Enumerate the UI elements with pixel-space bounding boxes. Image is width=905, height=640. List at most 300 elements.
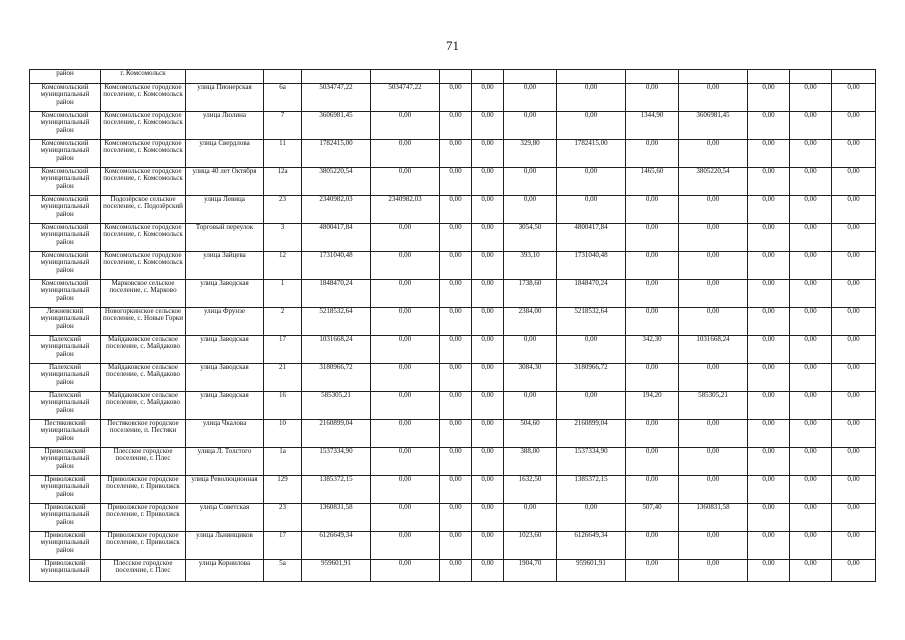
cost-cell: 1848470,24 — [557, 280, 626, 308]
settlement-cell: Комсомольское городское поселение, г. Комсомольск — [101, 252, 186, 280]
area-cell: 1632,50 — [504, 476, 557, 504]
settlement-cell: Пестяковское городское поселение, п. Пестяки — [101, 420, 186, 448]
cost-cell: 0,00 — [790, 364, 832, 392]
area-cell: 504,60 — [504, 420, 557, 448]
cost-cell: 0,00 — [679, 532, 748, 560]
house-number-cell: 2 — [264, 308, 302, 336]
cost-cell: 0,00 — [679, 476, 748, 504]
house-number-cell: 21 — [264, 364, 302, 392]
cost-cell: 0,00 — [679, 364, 748, 392]
cost-cell: 0,00 — [371, 560, 440, 582]
cost-cell: 0,00 — [371, 224, 440, 252]
cost-cell: 0,00 — [472, 308, 504, 336]
table-row — [30, 308, 876, 336]
settlement-cell: Майдаковское сельское поселение, с. Майдаково — [101, 392, 186, 420]
house-number-cell: 1а — [264, 448, 302, 476]
table-row — [30, 560, 876, 582]
district-cell: Комсомольский муниципальный район — [30, 280, 101, 308]
cost-cell: 3606981,45 — [679, 112, 748, 140]
total-cost-cell: 5034747,22 — [302, 84, 371, 112]
cost-cell: 0,00 — [557, 504, 626, 532]
table-row — [30, 336, 876, 364]
cost-cell: 0,00 — [790, 140, 832, 168]
district-cell: Приволжский муниципальный район — [30, 476, 101, 504]
area-cell: 0,00 — [504, 112, 557, 140]
cost-cell: 0,00 — [832, 252, 876, 280]
cost-cell: 585305,21 — [679, 392, 748, 420]
cost-cell: 0,00 — [790, 168, 832, 196]
cost-cell: 0,00 — [832, 308, 876, 336]
area-cell: 0,00 — [626, 308, 679, 336]
cost-cell: 0,00 — [440, 112, 472, 140]
cost-cell: 0,00 — [790, 336, 832, 364]
cost-cell: 0,00 — [748, 196, 790, 224]
street-cell: улица Заводская — [186, 280, 264, 308]
total-cost-cell: 585305,21 — [302, 392, 371, 420]
cost-cell: 0,00 — [832, 476, 876, 504]
district-cell: Приволжский муниципальный район — [30, 504, 101, 532]
cost-cell: 3805220,54 — [679, 168, 748, 196]
house-number-cell: 23 — [264, 504, 302, 532]
area-cell: 0,00 — [626, 364, 679, 392]
cost-cell: 0,00 — [440, 420, 472, 448]
table-cell — [832, 70, 876, 84]
settlement-cell: Приволжское городское поселение, г. Приволжск — [101, 532, 186, 560]
table-row — [30, 70, 876, 84]
total-cost-cell: 4800417,84 — [302, 224, 371, 252]
settlement-cell: Комсомольское городское поселение, г. Комсомольск — [101, 140, 186, 168]
cost-cell: 0,00 — [679, 140, 748, 168]
area-cell: 0,00 — [626, 196, 679, 224]
cost-cell: 0,00 — [440, 252, 472, 280]
cost-cell: 0,00 — [472, 112, 504, 140]
district-cell: Комсомольский муниципальный район — [30, 224, 101, 252]
settlement-cell: Комсомольское городское поселение, г. Комсомольск — [101, 112, 186, 140]
house-number-cell: 17 — [264, 336, 302, 364]
cost-cell: 0,00 — [371, 140, 440, 168]
cost-cell: 0,00 — [440, 308, 472, 336]
table-row — [30, 84, 876, 112]
table-row — [30, 224, 876, 252]
street-cell: улица Заводская — [186, 336, 264, 364]
area-cell: 2384,00 — [504, 308, 557, 336]
street-cell: улица Льнянщиков — [186, 532, 264, 560]
street-cell: улица Зайцева — [186, 252, 264, 280]
street-cell: улица Корнилова — [186, 560, 264, 582]
cost-cell: 0,00 — [748, 476, 790, 504]
settlement-cell: Марковское сельское поселение, с. Марково — [101, 280, 186, 308]
cost-cell: 0,00 — [790, 392, 832, 420]
cost-cell: 0,00 — [440, 196, 472, 224]
table-row — [30, 280, 876, 308]
cost-cell: 0,00 — [440, 448, 472, 476]
area-cell: 3054,50 — [504, 224, 557, 252]
cost-cell: 0,00 — [748, 112, 790, 140]
cost-cell: 0,00 — [472, 448, 504, 476]
total-cost-cell: 1731040,48 — [302, 252, 371, 280]
settlement-cell: Комсомольское городское поселение, г. Комсомольск — [101, 84, 186, 112]
settlement-cell: Приволжское городское поселение, г. Приволжск — [101, 504, 186, 532]
total-cost-cell: 1782415,00 — [302, 140, 371, 168]
cost-cell: 0,00 — [371, 448, 440, 476]
area-cell: 1738,60 — [504, 280, 557, 308]
cost-cell: 4800417,84 — [557, 224, 626, 252]
cost-cell: 0,00 — [748, 504, 790, 532]
cost-cell: 0,00 — [472, 420, 504, 448]
area-cell: 393,10 — [504, 252, 557, 280]
street-cell: улица Чкалова — [186, 420, 264, 448]
cost-cell: 0,00 — [472, 224, 504, 252]
house-number-cell: 12 — [264, 252, 302, 280]
cost-cell: 0,00 — [748, 336, 790, 364]
area-cell: 0,00 — [504, 504, 557, 532]
street-cell: улица Революционная — [186, 476, 264, 504]
cost-cell: 0,00 — [472, 140, 504, 168]
total-cost-cell: 1537334,90 — [302, 448, 371, 476]
cost-cell: 0,00 — [679, 560, 748, 582]
cost-cell: 0,00 — [679, 224, 748, 252]
district-cell: Комсомольский муниципальный район — [30, 140, 101, 168]
cost-cell: 0,00 — [472, 168, 504, 196]
cost-cell: 0,00 — [748, 308, 790, 336]
cost-cell: 3180966,72 — [557, 364, 626, 392]
district-cell: Приволжский муниципальный район — [30, 532, 101, 560]
cost-cell: 0,00 — [748, 84, 790, 112]
cost-cell: 0,00 — [832, 84, 876, 112]
settlement-cell: Подозёрское сельское поселение, с. Подозёрский — [101, 196, 186, 224]
street-cell: улица 40 лет Октября — [186, 168, 264, 196]
house-number-cell: 5а — [264, 560, 302, 582]
street-cell: улица Л. Толстого — [186, 448, 264, 476]
cost-cell: 0,00 — [832, 196, 876, 224]
cost-cell: 0,00 — [440, 560, 472, 582]
cost-cell: 0,00 — [440, 504, 472, 532]
district-cell: Пестяковский муниципальный район — [30, 420, 101, 448]
total-cost-cell: 959601,91 — [302, 560, 371, 582]
area-cell: 0,00 — [626, 140, 679, 168]
street-cell: улица Левица — [186, 196, 264, 224]
total-cost-cell: 3180966,72 — [302, 364, 371, 392]
street-cell: улица Советская — [186, 504, 264, 532]
table-cell — [504, 70, 557, 84]
cost-cell: 0,00 — [472, 504, 504, 532]
cost-cell: 0,00 — [679, 448, 748, 476]
cost-cell: 0,00 — [748, 168, 790, 196]
cost-cell: 0,00 — [679, 196, 748, 224]
cost-cell: 0,00 — [832, 448, 876, 476]
cost-cell: 0,00 — [557, 336, 626, 364]
table-cell — [440, 70, 472, 84]
area-cell: 1465,60 — [626, 168, 679, 196]
cost-cell: 0,00 — [748, 560, 790, 582]
district-cell: Комсомольский муниципальный район — [30, 252, 101, 280]
cost-cell: 0,00 — [832, 224, 876, 252]
data-table — [29, 69, 876, 582]
area-cell: 342,30 — [626, 336, 679, 364]
settlement-cell: Приволжское городское поселение, г. Приволжск — [101, 476, 186, 504]
area-cell: 0,00 — [504, 336, 557, 364]
page-number: 71 — [446, 38, 459, 53]
district-cell: Комсомольский муниципальный район — [30, 168, 101, 196]
area-cell: 0,00 — [626, 560, 679, 582]
cost-cell: 0,00 — [832, 280, 876, 308]
district-cell: район — [30, 70, 101, 84]
cost-cell: 0,00 — [440, 364, 472, 392]
cost-cell: 0,00 — [472, 392, 504, 420]
area-cell: 1904,70 — [504, 560, 557, 582]
cost-cell: 0,00 — [371, 308, 440, 336]
cost-cell: 0,00 — [371, 252, 440, 280]
cost-cell: 0,00 — [748, 252, 790, 280]
cost-cell: 0,00 — [472, 532, 504, 560]
cost-cell: 0,00 — [557, 196, 626, 224]
house-number-cell: 17 — [264, 532, 302, 560]
district-cell: Приволжский муниципальный — [30, 560, 101, 582]
cost-cell: 0,00 — [371, 280, 440, 308]
district-cell: Комсомольский муниципальный район — [30, 84, 101, 112]
settlement-cell: Плесское городское поселение, г. Плес — [101, 448, 186, 476]
area-cell: 0,00 — [626, 532, 679, 560]
district-cell: Палехский муниципальный район — [30, 364, 101, 392]
area-cell: 0,00 — [626, 280, 679, 308]
cost-cell: 959601,91 — [557, 560, 626, 582]
cost-cell: 0,00 — [557, 168, 626, 196]
area-cell: 0,00 — [504, 168, 557, 196]
cost-cell: 0,00 — [832, 168, 876, 196]
cost-cell: 0,00 — [748, 392, 790, 420]
table-row — [30, 196, 876, 224]
table-row — [30, 140, 876, 168]
settlement-cell: г. Комсомольск — [101, 70, 186, 84]
cost-cell: 0,00 — [440, 280, 472, 308]
house-number-cell: 23 — [264, 196, 302, 224]
cost-cell: 0,00 — [790, 504, 832, 532]
cost-cell: 0,00 — [748, 140, 790, 168]
cost-cell: 0,00 — [790, 112, 832, 140]
cost-cell: 0,00 — [790, 308, 832, 336]
settlement-cell: Майдаковское сельское поселение, с. Майдаково — [101, 364, 186, 392]
area-cell: 0,00 — [626, 252, 679, 280]
area-cell: 0,00 — [626, 420, 679, 448]
table-cell — [302, 70, 371, 84]
total-cost-cell: 3606981,45 — [302, 112, 371, 140]
cost-cell: 0,00 — [832, 336, 876, 364]
cost-cell: 1360831,58 — [679, 504, 748, 532]
district-cell: Лежневский муниципальный район — [30, 308, 101, 336]
area-cell: 0,00 — [504, 196, 557, 224]
total-cost-cell: 1385372,15 — [302, 476, 371, 504]
house-number-cell: 6а — [264, 84, 302, 112]
settlement-cell: Майдаковское сельское поселение, с. Майдаково — [101, 336, 186, 364]
area-cell: 329,80 — [504, 140, 557, 168]
cost-cell: 0,00 — [557, 112, 626, 140]
cost-cell: 0,00 — [790, 476, 832, 504]
cost-cell: 6126649,34 — [557, 532, 626, 560]
cost-cell: 0,00 — [371, 504, 440, 532]
area-cell: 0,00 — [626, 84, 679, 112]
area-cell: 0,00 — [504, 84, 557, 112]
cost-cell: 0,00 — [472, 364, 504, 392]
cost-cell: 0,00 — [832, 532, 876, 560]
settlement-cell: Плесское городское поселение, г. Плес — [101, 560, 186, 582]
settlement-cell: Новогоркинское сельское поселение, с. Новые Горки — [101, 308, 186, 336]
table-row — [30, 504, 876, 532]
table-cell — [748, 70, 790, 84]
cost-cell: 0,00 — [472, 84, 504, 112]
cost-cell: 0,00 — [679, 420, 748, 448]
table-row — [30, 364, 876, 392]
cost-cell: 0,00 — [371, 336, 440, 364]
table-cell — [790, 70, 832, 84]
total-cost-cell: 6126649,34 — [302, 532, 371, 560]
cost-cell: 5218532,64 — [557, 308, 626, 336]
area-cell: 0,00 — [626, 448, 679, 476]
area-cell: 3084,30 — [504, 364, 557, 392]
table-cell — [679, 70, 748, 84]
house-number-cell: 129 — [264, 476, 302, 504]
cost-cell: 0,00 — [832, 504, 876, 532]
cost-cell: 0,00 — [748, 224, 790, 252]
cost-cell: 0,00 — [790, 252, 832, 280]
cost-cell: 1537334,90 — [557, 448, 626, 476]
cost-cell: 0,00 — [832, 140, 876, 168]
cost-cell: 0,00 — [679, 252, 748, 280]
cost-cell: 0,00 — [557, 392, 626, 420]
cost-cell: 0,00 — [472, 280, 504, 308]
cost-cell: 0,00 — [440, 224, 472, 252]
table-row — [30, 532, 876, 560]
cost-cell: 0,00 — [790, 196, 832, 224]
cost-cell: 0,00 — [832, 560, 876, 582]
total-cost-cell: 1360831,58 — [302, 504, 371, 532]
street-cell: Торговый переулок — [186, 224, 264, 252]
cost-cell: 0,00 — [790, 448, 832, 476]
cost-cell: 0,00 — [371, 476, 440, 504]
table-row — [30, 392, 876, 420]
cost-cell: 0,00 — [557, 84, 626, 112]
cost-cell: 0,00 — [472, 252, 504, 280]
cost-cell: 0,00 — [371, 364, 440, 392]
street-cell: улица Заводская — [186, 364, 264, 392]
cost-cell: 0,00 — [832, 392, 876, 420]
cost-cell: 0,00 — [371, 532, 440, 560]
cost-cell: 0,00 — [440, 532, 472, 560]
table-row — [30, 168, 876, 196]
cost-cell: 2340982,03 — [371, 196, 440, 224]
table-row — [30, 476, 876, 504]
total-cost-cell: 1031668,24 — [302, 336, 371, 364]
table-row — [30, 252, 876, 280]
table-cell — [264, 70, 302, 84]
cost-cell: 0,00 — [748, 532, 790, 560]
cost-cell: 1782415,00 — [557, 140, 626, 168]
cost-cell: 0,00 — [748, 364, 790, 392]
cost-cell: 0,00 — [748, 280, 790, 308]
house-number-cell: 16 — [264, 392, 302, 420]
cost-cell: 0,00 — [790, 532, 832, 560]
district-cell: Комсомольский муниципальный район — [30, 112, 101, 140]
cost-cell: 0,00 — [832, 112, 876, 140]
cost-cell: 0,00 — [371, 420, 440, 448]
cost-cell: 0,00 — [440, 476, 472, 504]
cost-cell: 5034747,22 — [371, 84, 440, 112]
area-cell: 0,00 — [626, 224, 679, 252]
cost-cell: 0,00 — [790, 84, 832, 112]
house-number-cell: 3 — [264, 224, 302, 252]
cost-cell: 0,00 — [440, 84, 472, 112]
table-cell — [472, 70, 504, 84]
district-cell: Палехский муниципальный район — [30, 392, 101, 420]
street-cell: улица Фрунзе — [186, 308, 264, 336]
house-number-cell: 10 — [264, 420, 302, 448]
cost-cell: 1031668,24 — [679, 336, 748, 364]
area-cell: 0,00 — [504, 392, 557, 420]
cost-cell: 0,00 — [440, 392, 472, 420]
cost-cell: 1385372,15 — [557, 476, 626, 504]
area-cell: 194,20 — [626, 392, 679, 420]
area-cell: 507,40 — [626, 504, 679, 532]
cost-cell: 0,00 — [472, 476, 504, 504]
cost-cell: 0,00 — [748, 420, 790, 448]
area-cell: 0,00 — [626, 476, 679, 504]
area-cell: 1023,60 — [504, 532, 557, 560]
table-row — [30, 448, 876, 476]
street-cell: улица Пионерская — [186, 84, 264, 112]
table-row — [30, 420, 876, 448]
house-number-cell: 11 — [264, 140, 302, 168]
cost-cell: 0,00 — [790, 224, 832, 252]
cost-cell: 1731040,48 — [557, 252, 626, 280]
table-cell — [186, 70, 264, 84]
cost-cell: 0,00 — [440, 336, 472, 364]
total-cost-cell: 2340982,03 — [302, 196, 371, 224]
district-cell: Приволжский муниципальный район — [30, 448, 101, 476]
cost-cell: 0,00 — [371, 112, 440, 140]
cost-cell: 0,00 — [440, 140, 472, 168]
table-cell — [371, 70, 440, 84]
cost-cell: 0,00 — [371, 168, 440, 196]
cost-cell: 0,00 — [790, 560, 832, 582]
total-cost-cell: 1848470,24 — [302, 280, 371, 308]
cost-cell: 0,00 — [748, 448, 790, 476]
cost-cell: 2160899,04 — [557, 420, 626, 448]
street-cell: улица Заводская — [186, 392, 264, 420]
settlement-cell: Комсомольское городское поселение, г. Комсомольск — [101, 224, 186, 252]
settlement-cell: Комсомольское городское поселение, г. Комсомольск — [101, 168, 186, 196]
table-cell — [557, 70, 626, 84]
area-cell: 1344,90 — [626, 112, 679, 140]
street-cell: улица Свердлова — [186, 140, 264, 168]
total-cost-cell: 3805220,54 — [302, 168, 371, 196]
cost-cell: 0,00 — [371, 392, 440, 420]
cost-cell: 0,00 — [472, 336, 504, 364]
cost-cell: 0,00 — [832, 420, 876, 448]
cost-cell: 0,00 — [679, 308, 748, 336]
cost-cell: 0,00 — [832, 364, 876, 392]
house-number-cell: 7 — [264, 112, 302, 140]
district-cell: Комсомольский муниципальный район — [30, 196, 101, 224]
cost-cell: 0,00 — [679, 84, 748, 112]
street-cell: улица Люлина — [186, 112, 264, 140]
table-cell — [626, 70, 679, 84]
house-number-cell: 1 — [264, 280, 302, 308]
cost-cell: 0,00 — [790, 280, 832, 308]
cost-cell: 0,00 — [679, 280, 748, 308]
district-cell: Палехский муниципальный район — [30, 336, 101, 364]
total-cost-cell: 5218532,64 — [302, 308, 371, 336]
cost-cell: 0,00 — [440, 168, 472, 196]
table-row — [30, 112, 876, 140]
